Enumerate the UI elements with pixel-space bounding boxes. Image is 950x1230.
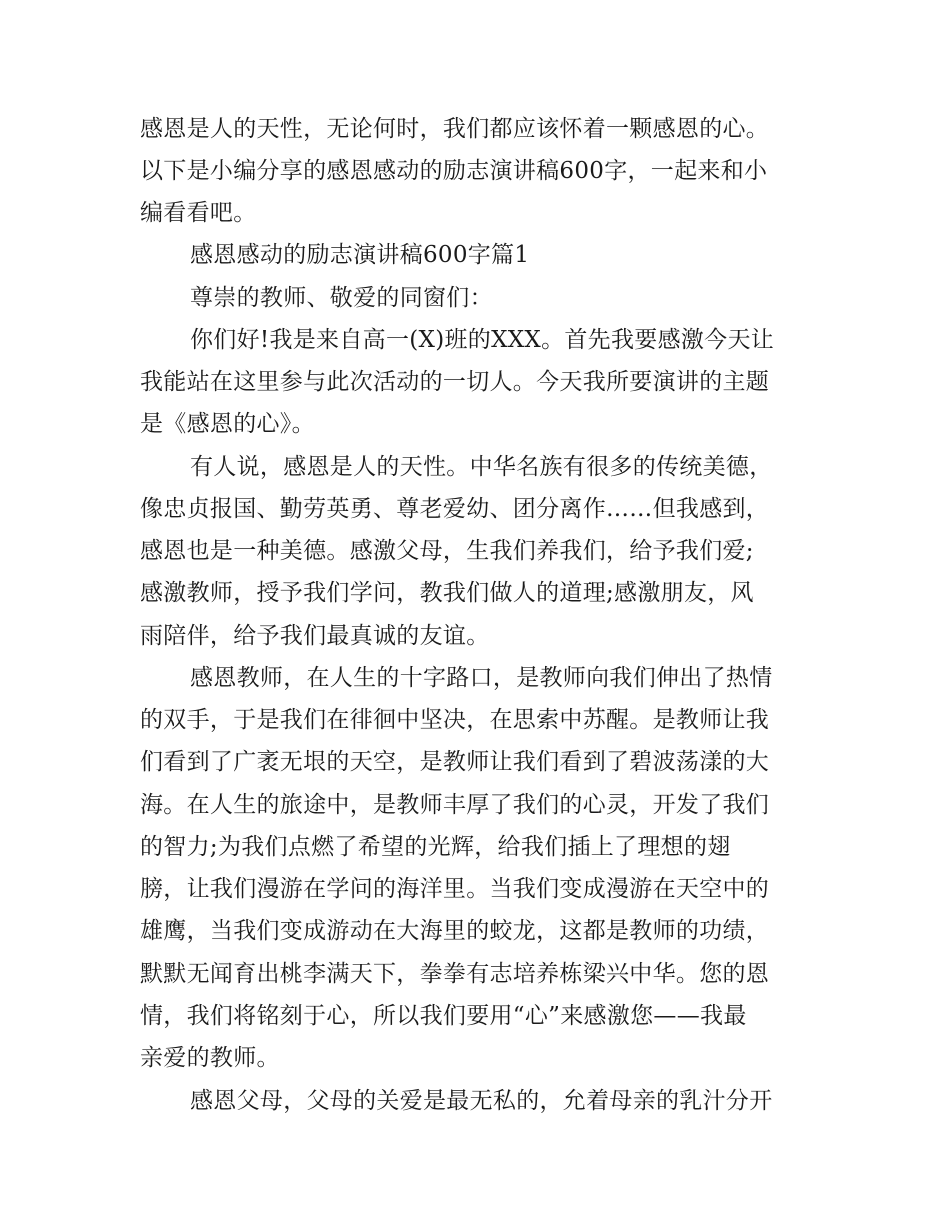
text-line: 雨陪伴，给予我们最真诚的友谊。 [140, 623, 490, 649]
text-line: 默默无闻育出桃李满天下，拳拳有志培养栋梁兴中华。您的恩 [140, 961, 770, 987]
text-line: 你们好!我是来自高一(X)班的XXX。首先我要感激今天让 [190, 327, 775, 353]
text-line: 以下是小编分享的感恩感动的励志演讲稿600字，一起来和小 [140, 158, 768, 184]
text-line: 像忠贞报国、勤劳英勇、尊老爱幼、团分离作……但我感到， [140, 496, 770, 522]
text-line: 感恩是人的天性，无论何时，我们都应该怀着一颗感恩的心。 [140, 116, 770, 142]
text-line: 感激教师，授予我们学问，教我们做人的道理;感激朋友，风 [140, 580, 754, 606]
text-line: 有人说，感恩是人的天性。中华名族有很多的传统美德， [190, 454, 773, 480]
text-line: 感恩教师，在人生的十字路口，是教师向我们伸出了热情 [190, 665, 773, 691]
text-line: 感恩也是一种美德。感激父母，生我们养我们，给予我们爱; [140, 538, 754, 564]
text-line: 是《感恩的心》。 [140, 411, 315, 437]
text-line: 的智力;为我们点燃了希望的光辉，给我们插上了理想的翅 [140, 834, 731, 860]
text-line: 亲爱的教师。 [140, 1045, 280, 1071]
salutation: 尊崇的教师、敬爱的同窗们： [190, 285, 493, 311]
text-line: 膀，让我们漫游在学问的海洋里。当我们变成漫游在天空中的 [140, 876, 770, 902]
section-heading: 感恩感动的励志演讲稿600字篇1 [190, 242, 530, 268]
text-line: 编看看吧。 [140, 200, 257, 226]
text-line: 感恩父母，父母的关爱是最无私的，允着母亲的乳汁分开 [190, 1088, 773, 1114]
text-line: 的双手，于是我们在徘徊中坚决，在思索中苏醒。是教师让我 [140, 707, 770, 733]
text-line: 海。在人生的旅途中，是教师丰厚了我们的心灵，开发了我们 [140, 792, 770, 818]
text-line: 我能站在这里参与此次活动的一切人。今天我所要演讲的主题 [140, 369, 770, 395]
text-line: 们看到了广袤无垠的天空，是教师让我们看到了碧波荡漾的大 [140, 749, 770, 775]
text-line: 雄鹰，当我们变成游动在大海里的蛟龙，这都是教师的功绩， [140, 918, 770, 944]
text-line: 情，我们将铭刻于心，所以我们要用“心”来感激您——我最 [140, 1003, 747, 1029]
